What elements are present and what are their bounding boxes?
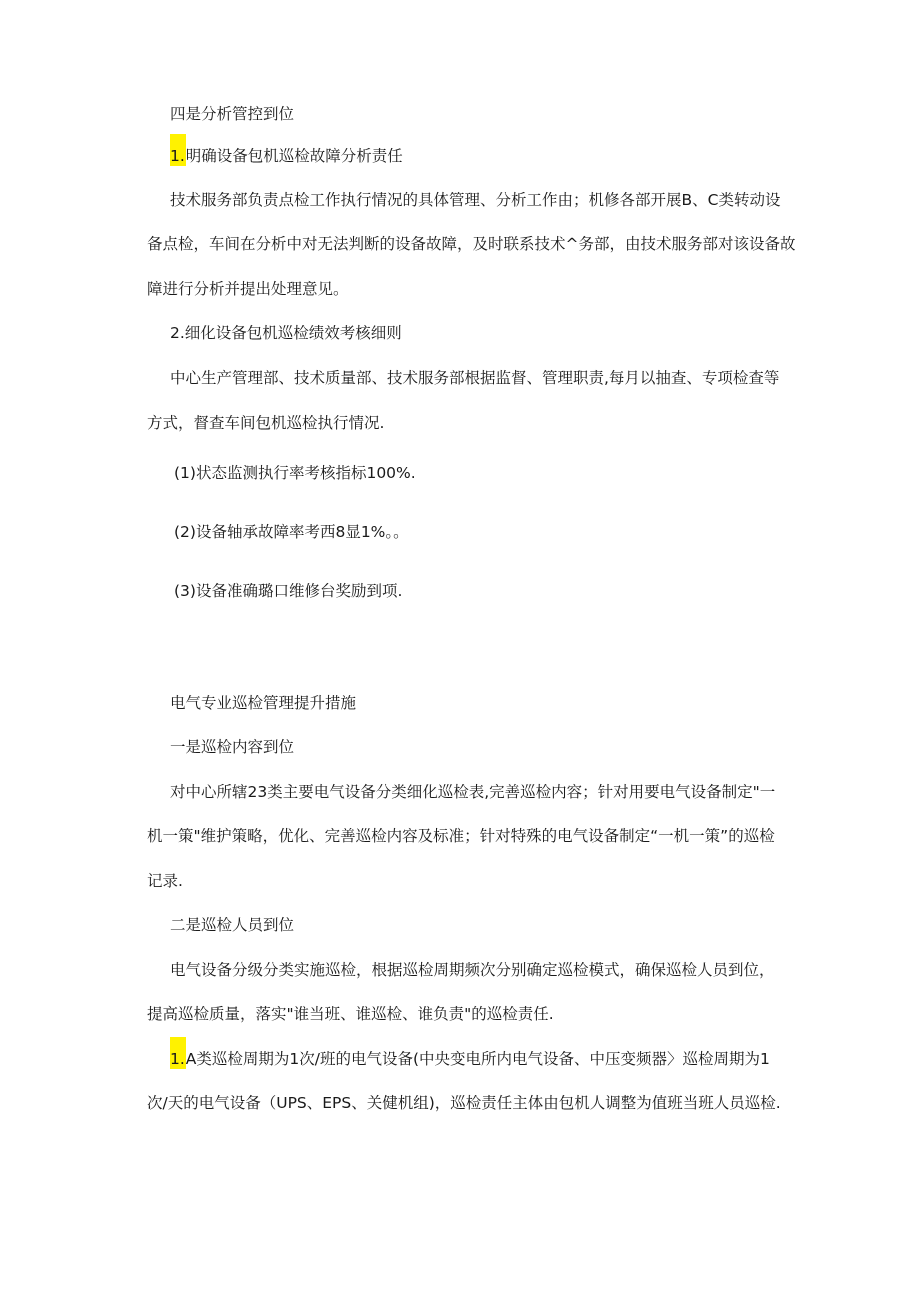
highlighted-number: 1.	[170, 134, 186, 166]
subheading: 一是巡检内容到位	[170, 738, 295, 756]
numbered-item-3	[170, 1049, 770, 1069]
paragraph-line: 提高巡检质量，落实"谁当班、谁巡检、谁负责"的巡检责任.	[147, 1005, 554, 1023]
paragraph-line: 电气设备分级分类实施巡检，根据巡检周期频次分别确定巡检模式，确保巡检人员到位，	[170, 961, 775, 979]
section-heading-electrical: 电气专业巡检管理提升措施	[170, 694, 357, 712]
numbered-item-1	[170, 146, 403, 166]
numbered-item-2: 2.细化设备包机巡检绩效考核细则	[170, 324, 402, 342]
metric-item: (1)状态监测执行率考核指标100%.	[174, 464, 416, 482]
paragraph-line: 技术服务部负责点检工作执行情况的具体管理、分析工作由；机修各部开展B、C类转动设	[170, 191, 781, 209]
paragraph-line: 障进行分析并提出处理意见。	[147, 280, 349, 298]
item-text: A类巡检周期为1次/班的电气设备(中央变电所内电气设备、中压变频器〉巡检周期为1	[185, 1050, 770, 1068]
metric-item: (3)设备准确璐口维修台奖励到项.	[174, 582, 403, 600]
paragraph-line: 方式，督查车间包机巡检执行情况.	[147, 414, 385, 432]
paragraph-line: 备点检，车间在分析中对无法判断的设备故障，及时联系技术^务部，由技术服务部对该设备故	[147, 235, 796, 253]
metric-item: (2)设备轴承故障率考西8显1%。。	[174, 523, 409, 541]
paragraph-line: 记录.	[147, 872, 183, 890]
paragraph-line: 中心生产管理部、技术质量部、技术服务部根据监督、管理职责,每月以抽查、专项检查等	[170, 369, 780, 387]
paragraph-line: 次/天的电气设备（UPS、EPS、关健机组)，巡检责任主体由包机人调整为值班当班人员巡检.	[147, 1094, 781, 1112]
subheading: 二是巡检人员到位	[170, 916, 295, 934]
paragraph-line: 对中心所辖23类主要电气设备分类细化巡检表,完善巡检内容；针对用要电气设备制定"一	[170, 783, 776, 801]
section-heading-analysis: 四是分析管控到位	[170, 105, 295, 123]
highlighted-number: 1.	[170, 1037, 186, 1069]
paragraph-line: 机一策"维护策略，优化、完善巡检内容及标准；针对特殊的电气设备制定“一机一策”的巡检	[147, 827, 775, 845]
item-title: 明确设备包机巡检故障分析责任	[185, 147, 403, 165]
